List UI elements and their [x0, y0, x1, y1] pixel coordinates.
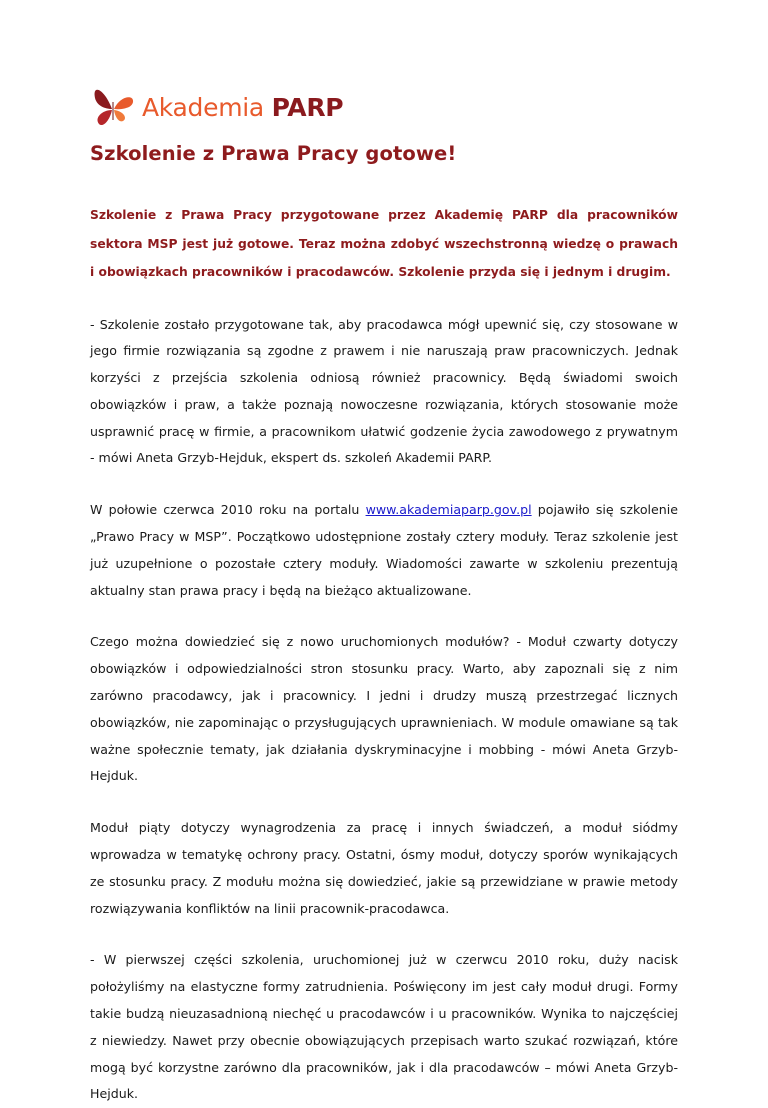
lead-paragraph: Szkolenie z Prawa Pracy przygotowane przez Akademię PARP dla pracowników sektora MSP jest już gotowe. Teraz można zdobyć wszechstronną wiedzę o prawach i obowiązkach pracowników i pracodawców. Szkolenie przyda się i jednym i drugim. [90, 208, 678, 279]
document-body [90, 201, 678, 1108]
logo-text [142, 93, 343, 122]
body-paragraph-2 [90, 497, 678, 604]
body-paragraph-4: Moduł piąty dotyczy wynagrodzenia za pracę i innych świadczeń, a moduł siódmy wprowadza w tematykę ochrony pracy. Ostatni, ósmy moduł, dotyczy sporów wynikających ze stosunku pracy. Z modułu można się dowiedzieć, jakie są przewidziane w prawie metody rozwiązywania konfliktów na linii pracownik-pracodawca. [90, 820, 678, 916]
paragraph-2-before-link: W połowie czerwca 2010 roku na portalu [90, 502, 366, 518]
akademia-parp-logo [90, 82, 343, 132]
logo-text-secondary: PARP [271, 92, 344, 122]
logo-text-primary: Akademia [142, 92, 272, 122]
akademiaparp-link[interactable]: www.akademiaparp.gov.pl [365, 502, 532, 518]
document-title: Szkolenie z Prawa Pracy gotowe! [90, 142, 457, 165]
body-paragraph-3: Czego można dowiedzieć się z nowo uruchomionych modułów? - Moduł czwarty dotyczy obowiązków i odpowiedzialności stron stosunku pracy. Warto, aby zapoznali się z nim zarówno pracodawcy, jak i pracownicy. I jedni i drudzy muszą przestrzegać licznych obowiązków, nie zapominając o przysługujących uprawnieniach. W module omawiane są tak ważne społecznie tematy, jak działania dyskryminacyjne i mobbing - mówi Aneta Grzyb-Hejduk. [90, 634, 678, 784]
body-paragraph-1: - Szkolenie zostało przygotowane tak, aby pracodawca mógł upewnić się, czy stosowane w jego firmie rozwiązania są zgodne z prawem i nie naruszają praw pracowniczych. Jednak korzyści z przejścia szkolenia odniosą również pracownicy. Będą świadomi swoich obowiązków i praw, a także poznają nowoczesne rozwiązania, których stosowanie może usprawnić pracę w firmie, a pracownikom ułatwić godzenie życia zawodowego z prywatnym - mówi Aneta Grzyb-Hejduk, ekspert ds. szkoleń Akademii PARP. [90, 316, 678, 466]
butterfly-icon [90, 84, 136, 130]
body-paragraph-5: - W pierwszej części szkolenia, uruchomionej już w czerwcu 2010 roku, duży nacisk położyliśmy na elastyczne formy zatrudnienia. Poświęcony im jest cały moduł drugi. Formy takie budzą nieuzasadnioną niechęć u pracodawców i u pracowników. Wynika to najczęściej z niewiedzy. Nawet przy obecnie obowiązujących przepisach warto szukać rozwiązań, które mogą być korzystne zarówno dla pracowników, jak i dla pracodawców – mówi Aneta Grzyb-Hejduk. [90, 952, 678, 1102]
paragraph-2-after-link: pojawiło się szkolenie „Prawo Pracy w MSP”. Początkowo udostępnione zostały cztery moduły. Teraz szkolenie jest już uzupełnione o pozostałe cztery moduły. Wiadomości zawarte w szkoleniu prezentują aktualny stan prawa pracy i będą na bieżąco aktualizowane. [90, 502, 679, 598]
